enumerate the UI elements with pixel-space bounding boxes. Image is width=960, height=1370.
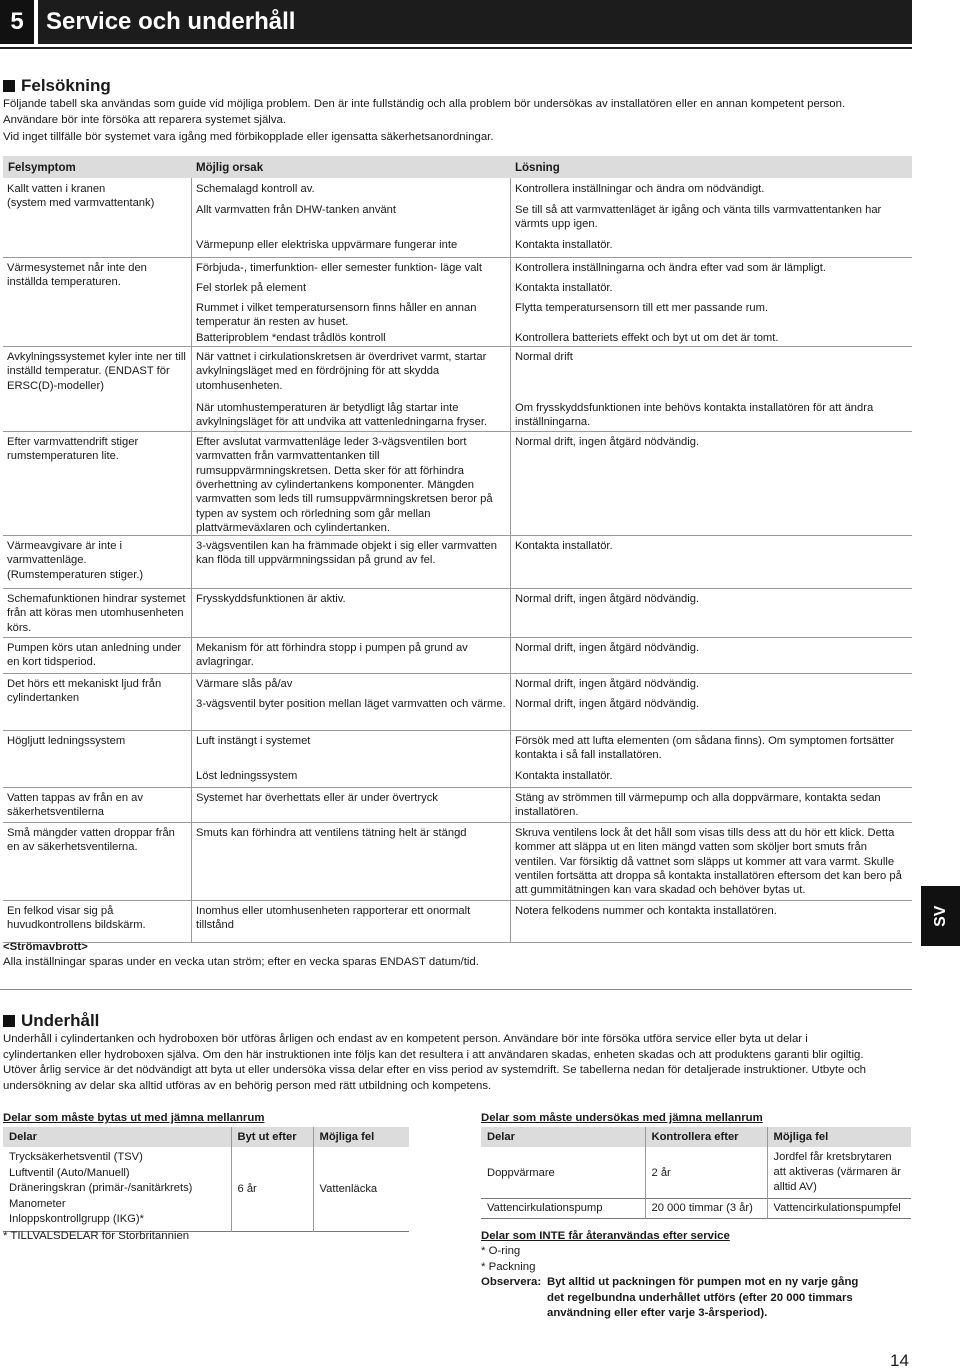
maintenance-line: Utöver årlig service är det nödvändigt att byta ut eller undersöka vissa delar efter en viss period av systemdrift. Se tabellerna nedan för detaljerade instruktioner. Utbyte och xyxy=(3,1064,866,1076)
cause-cell: Värmare slås på/av xyxy=(196,678,293,690)
row-divider xyxy=(3,637,912,638)
row-divider xyxy=(3,431,912,432)
part-item: Manometer xyxy=(9,1197,66,1210)
row-divider xyxy=(3,346,912,347)
cause-cell: Batteriproblem *endast trådlös kontroll xyxy=(196,332,386,344)
solution-cell: Kontrollera inställningar och ändra om nödvändigt. xyxy=(515,183,765,195)
inspect-part: Doppvärmare xyxy=(487,1166,555,1179)
row-divider xyxy=(3,588,912,589)
row-divider xyxy=(3,900,912,901)
part-item: Luftventil (Auto/Manuell) xyxy=(9,1166,130,1179)
intro-line: Vid inget tillfälle bör systemet vara igång med förbikopplade eller igensatta säkerhetsanordningar. xyxy=(3,131,494,143)
troubleshooting-intro xyxy=(3,97,913,146)
cause-cell: När utomhustemperaturen är betydligt låg startar inte avkylningsläget för att undvika att vattenledningarna fryser. xyxy=(196,402,488,429)
symptom-cell: En felkod visar sig på huvudkontrollens bildskärm. xyxy=(7,905,146,932)
chapter-title: Service och underhåll xyxy=(38,0,912,44)
col-header-parts: Delar xyxy=(3,1127,231,1147)
symptom-cell: Högljutt ledningssystem xyxy=(7,735,126,747)
cause-cell: Luft instängt i systemet xyxy=(196,735,311,747)
solution-cell: Normal drift, ingen åtgärd nödvändig. xyxy=(515,436,700,448)
cause-cell: Värmepunp eller elektriska uppvärmare fungerar inte xyxy=(196,239,458,251)
solution-cell: Normal drift, ingen åtgärd nödvändig. xyxy=(515,678,700,690)
col-header-faults: Möjliga fel xyxy=(767,1127,911,1147)
symptom-cell: Pumpen körs utan anledning under en kort tidsperiod. xyxy=(7,642,182,669)
replace-parts-table xyxy=(3,1127,409,1232)
square-bullet-icon xyxy=(3,80,15,92)
cause-cell: Allt varmvatten från DHW-tanken använt xyxy=(196,204,397,216)
solution-cell: Försök med att lufta elementen (om sådana finns). Om symptomen fortsätter kontakta i så fall installatören. xyxy=(515,735,895,762)
cause-cell: Inomhus eller utomhusenheten rapporterar ett onormalt tillstånd xyxy=(196,905,471,932)
symptom-cell: Kallt vatten i kranen (system med varmvattentank) xyxy=(7,183,155,210)
inspect-after: 20 000 timmar (3 år) xyxy=(645,1199,767,1218)
chapter-number: 5 xyxy=(0,0,34,44)
solution-cell: Skruva ventilens lock åt det håll som visas tills dess att du hör ett klick. Detta kommer att släppa ut en liten mängd vatten som sköljer bort smuts från ventilen. Var försiktig då vattnet som släpps ut kommer att vara varmt. Skulle ventilen fortsätta att droppa så kontakta installatören eftersom det kan bero på att gummitätningen kan vara skadad och behöver bytas ut. xyxy=(515,827,902,897)
cause-cell: Fel storlek på element xyxy=(196,282,307,294)
cause-cell: Förbjuda-, timerfunktion- eller semester funktion- läge valt xyxy=(196,262,483,274)
symptom-cell: Små mängder vatten droppar från en av säkerhetsventilerna. xyxy=(7,827,175,854)
cause-cell: Smuts kan förhindra att ventilens tätning helt är stängd xyxy=(196,827,467,839)
solution-cell: Kontakta installatör. xyxy=(515,540,613,552)
table-header xyxy=(3,156,912,178)
maintenance-line: Underhåll i cylindertanken och hydroboxen bör utföras årligen och endast av en kompetent person. Användare bör inte försöka utföra service eller byta ut delar i xyxy=(3,1033,808,1045)
observe-text xyxy=(547,1275,947,1322)
cause-cell: Rummet i vilket temperatursensorn finns håller en annan temperatur än resten av huset. xyxy=(196,302,477,329)
solution-cell: Normal drift, ingen åtgärd nödvändig. xyxy=(515,642,700,654)
column-divider xyxy=(191,178,192,942)
col-header-cause: Möjlig orsak xyxy=(196,162,264,174)
row-divider xyxy=(3,787,912,788)
row-divider xyxy=(3,822,912,823)
solution-cell: Flytta temperatursensorn till ett mer passande rum. xyxy=(515,302,769,314)
no-reuse-item: * O-ring xyxy=(481,1245,521,1257)
table-row xyxy=(3,1147,409,1231)
observe-label: Observera: xyxy=(481,1276,542,1288)
solution-cell: Normal drift, ingen åtgärd nödvändig. xyxy=(515,593,700,605)
part-item: Inloppskontrollgrupp (IKG)* xyxy=(9,1213,144,1226)
parts-list xyxy=(3,1147,231,1231)
maintenance-title: Underhåll xyxy=(21,1011,100,1030)
cause-cell: Schemalagd kontroll av. xyxy=(196,183,315,195)
col-header-symptom: Felsymptom xyxy=(8,162,76,174)
cause-cell: 3-vägsventil byter position mellan läget varmvatten och värme. xyxy=(196,698,506,710)
language-tab-label: SV xyxy=(931,905,949,927)
header-rule xyxy=(0,47,912,49)
inspect-fault: Vattencirkulationspumpfel xyxy=(767,1199,911,1218)
solution-cell: Kontakta installatör. xyxy=(515,282,613,294)
section-divider xyxy=(0,989,912,990)
cause-cell: Löst ledningssystem xyxy=(196,770,298,782)
page-number: 14 xyxy=(890,1351,909,1370)
symptom-cell: Det hörs ett mekaniskt ljud från cylindertanken xyxy=(7,678,162,705)
solution-cell: Se till så att varmvattenläget är igång och vänta tills varmvattentanken har värmts upp igen. xyxy=(515,204,882,231)
intro-line: Följande tabell ska användas som guide vid möjliga problem. Den är inte fullständig och alla problem bör undersökas av installatören eller en annan kompetent person. xyxy=(3,98,846,110)
part-item: Trycksäkerhetsventil (TSV) xyxy=(9,1151,143,1164)
symptom-cell: Avkylningssystemet kyler inte ner till inställd temperatur. (ENDAST för ERSC(D)-modeller) xyxy=(7,351,186,392)
row-divider xyxy=(3,257,912,258)
col-header-check-after: Kontrollera efter xyxy=(645,1127,767,1147)
cause-cell: Efter avslutat varmvattenläge leder 3-vägsventilen bort varmvatten från varmvattentanken till rumsuppvärmningskretsen. Detta sker för att förhindra överhettning av cylindertankens komponenter. Mängden varmvatten som leds till rumsuppvärmningskretsen beror på typen av system och rörledning som går mellan plattvärmeväxlaren och cylindertanken. xyxy=(196,436,493,534)
power-outage-title: <Strömavbrott> xyxy=(3,941,88,953)
solution-cell: Notera felkodens nummer och kontakta installatören. xyxy=(515,905,777,917)
square-bullet-icon xyxy=(3,1015,15,1027)
symptom-cell: Värmeavgivare är inte i varmvattenläge. (Rumstemperaturen stiger.) xyxy=(7,540,144,581)
cause-cell: Frysskyddsfunktionen är aktiv. xyxy=(196,593,346,605)
col-header-faults: Möjliga fel xyxy=(313,1127,409,1147)
cause-cell: 3-vägsventilen kan ha främmade objekt i sig eller varmvatten kan flöda till uppvärmningssidan på grund av fel. xyxy=(196,540,497,567)
observe-note xyxy=(481,1275,859,1319)
solution-cell: Kontakta installatör. xyxy=(515,239,613,251)
inspect-parts-title: Delar som måste undersökas med jämna mellanrum xyxy=(481,1112,763,1124)
inspect-parts-table xyxy=(481,1127,911,1219)
symptom-cell: Efter varmvattendrift stiger rumstemperaturen lite. xyxy=(7,436,139,463)
chapter-header xyxy=(0,0,912,44)
solution-cell: Normal drift xyxy=(515,351,573,363)
solution-cell: Kontakta installatör. xyxy=(515,770,613,782)
inspect-part: Vattencirkulationspump xyxy=(487,1202,603,1215)
maintenance-text xyxy=(3,1032,913,1094)
observe-line: Byt alltid ut packningen för pumpen mot en ny varje gång xyxy=(547,1276,859,1288)
part-item: Dräneringskran (primär-/sanitärkrets) xyxy=(9,1182,193,1195)
troubleshooting-title: Felsökning xyxy=(21,76,111,95)
replace-parts-title: Delar som måste bytas ut med jämna mellanrum xyxy=(3,1112,265,1124)
language-tab xyxy=(921,886,960,946)
no-reuse-item: * Packning xyxy=(481,1260,536,1273)
footnote: * TILLVALSDELAR för Storbritannien xyxy=(3,1230,190,1242)
col-header-parts: Delar xyxy=(481,1127,645,1147)
inspect-fault: Jordfel får kretsbrytaren att aktiveras (värmaren är alltid AV) xyxy=(767,1147,911,1199)
power-outage-note xyxy=(3,940,703,970)
table-header-row xyxy=(481,1127,911,1147)
troubleshooting-heading xyxy=(3,75,111,97)
maintenance-heading xyxy=(3,1010,99,1032)
symptom-cell: Schemafunktionen hindrar systemet från att köras men utomhusenheten körs. xyxy=(7,593,186,634)
row-divider xyxy=(3,673,912,674)
troubleshooting-table xyxy=(3,156,912,950)
maintenance-line: cylindertanken eller hydroboxen själva. Om den här instruktionen inte följs kan det resultera i att användaren skadas, enheten skadas och att produktens garanti blir ogiltig. xyxy=(3,1048,864,1061)
fault-value: Vattenläcka xyxy=(313,1147,409,1231)
symptom-cell: Värmesystemet når inte den inställda temperaturen. xyxy=(7,262,147,289)
inspect-after: 2 år xyxy=(645,1147,767,1199)
observe-line: det regelbundna underhållet utförs (efter 20 000 timmars xyxy=(547,1291,853,1304)
solution-cell: Normal drift, ingen åtgärd nödvändig. xyxy=(515,698,700,710)
no-reuse-title: Delar som INTE får återanvändas efter service xyxy=(481,1230,730,1242)
no-reuse-list xyxy=(481,1244,535,1275)
solution-cell: Kontrollera inställningarna och ändra efter vad som är lämpligt. xyxy=(515,262,826,274)
row-divider xyxy=(3,730,912,731)
solution-cell: Kontrollera batteriets effekt och byt ut om det är tomt. xyxy=(515,332,779,344)
observe-line: användning eller efter varje 3-årsperiod). xyxy=(547,1307,768,1319)
col-header-solution: Lösning xyxy=(515,162,560,174)
symptom-cell: Vatten tappas av från en av säkerhetsventilerna xyxy=(7,792,143,819)
power-outage-text: Alla inställningar sparas under en vecka utan ström; efter en vecka sparas ENDAST datum/tid. xyxy=(3,956,479,968)
table-row xyxy=(481,1199,911,1218)
cause-cell: När vattnet i cirkulationskretsen är överdrivet varmt, startar avkylningsläget med en fördröjning för att skydda utomhusenheten. xyxy=(196,351,487,392)
maintenance-line: undersökning av delar ska alltid utföras av en behörig person med rätt utbildning och kompetens. xyxy=(3,1079,492,1092)
solution-cell: Om frysskyddsfunktionen inte behövs kontakta installatören för att ändra inställningarna. xyxy=(515,402,874,429)
table-row xyxy=(481,1147,911,1199)
solution-cell: Stäng av strömmen till värmepump och alla doppvärmare, kontakta sedan installatören. xyxy=(515,792,881,819)
replace-after-value: 6 år xyxy=(231,1147,313,1231)
cause-cell: Systemet har överhettats eller är under övertryck xyxy=(196,792,438,804)
intro-line: Användare bör inte försöka att reparera systemet själva. xyxy=(3,113,287,126)
col-header-replace-after: Byt ut efter xyxy=(231,1127,313,1147)
cause-cell: Mekanism för att förhindra stopp i pumpen på grund av avlagringar. xyxy=(196,642,468,669)
table-header-row xyxy=(3,1127,409,1147)
